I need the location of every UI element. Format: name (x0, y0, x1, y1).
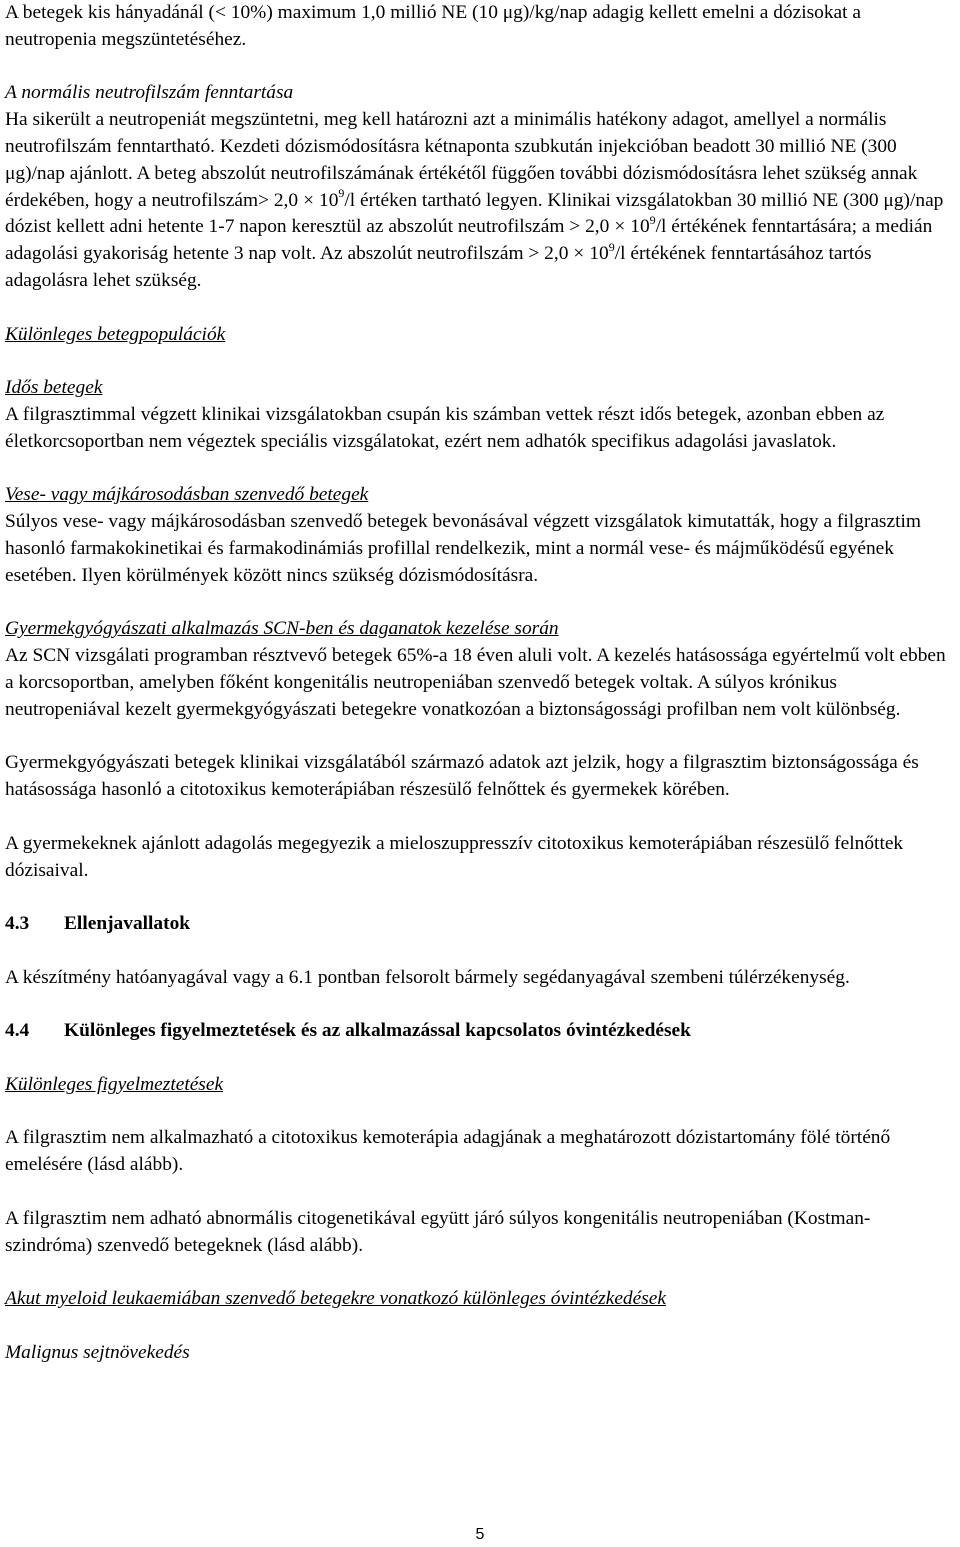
subheading-special-populations: Különleges betegpopulációk (5, 323, 226, 345)
paragraph-maintenance (5, 107, 957, 295)
maintenance-text-3: /l értékének fenntartására; a medián adagolási gyakoriság hetente 3 nap volt. Az abszolút neutrofilszám > 2,0 (5, 216, 933, 265)
section-elderly (5, 375, 957, 455)
section-renal-hepatic (5, 482, 957, 589)
power-exponent: 9 (608, 239, 615, 254)
power-exponent: 9 (649, 212, 656, 227)
heading-title: Ellenjavallatok (64, 913, 191, 935)
maintenance-text-1: Ha sikerült a neutropeniát megszüntetni, meg kell határozni azt a minimális hatékony adagot, amellyel a normális neutrofilszám fenntartható. Kezdeti dózismódosításra kétnaponta szubkután injekcióban beadott 30 millió NE (300 μg)/nap ajánlott. A beteg abszolút neutrofilszámának értékétől függően további dózismódosításra lehet szükség annak érdekében, hogy a neutrofilszám> 2,0 (5, 109, 918, 211)
subheading-maintenance: A normális neutrofilszám fenntartása (5, 82, 294, 104)
heading-title: Különleges figyelmeztetések és az alkalmazással kapcsolatos óvintézkedések (64, 1020, 691, 1042)
power-exponent: 9 (338, 186, 345, 201)
multiplication-sign: × (573, 243, 585, 265)
heading-number: 4.3 (5, 913, 30, 935)
subheading-renal-hepatic: Vese- vagy májkárosodásban szenvedő betegek (5, 484, 369, 506)
paragraph-warning-kostmann: A filgrasztim nem adható abnormális citogenetikával együtt járó súlyos kongenitális neutropeniában (Kostman-szindróma) szenvedő betegeknek (lásd alább). (5, 1207, 871, 1256)
paragraph-pediatric: Az SCN vizsgálati programban résztvevő betegek 65%-a 18 éven aluli volt. A kezelés hatásossága egyértelmű volt ebben a korcsoportban, amelyben főként kongenitális neutropeniában szenvedő betegek voltak. A súlyos krónikus neutropeniával kezelt gyermekgyógyászati betegekre vonatkozóan a biztonságossági profilban nem volt különbség. (5, 645, 946, 720)
maintenance-text-2: /l értéken tartható legyen. Klinikai vizsgálatokban 30 millió NE (300 μg)/nap dózist kellett adni hetente 1-7 napon keresztül az abszolút neutrofilszám > 2,0 (5, 189, 944, 238)
paragraph-pediatric-dosing: A gyermekeknek ajánlott adagolás megegyezik a mieloszuppresszív citotoxikus kemoterápiában részesülő felnőttek dózisaival. (5, 832, 904, 881)
paragraph-contraindications: A készítmény hatóanyagával vagy a 6.1 pontban felsorolt bármely segédanyagával szembeni túlérzékenység. (5, 966, 850, 988)
paragraph-elderly: A filgrasztimmal végzett klinikai vizsgálatokban csupán kis számban vettek részt idős betegek, azonban ebben az életkorcsoportban nem végeztek speciális vizsgálatokat, ezért nem adhatók specifikus adagolási javaslatok. (5, 403, 885, 452)
document-page (5, 0, 957, 1367)
heading-contraindications (5, 911, 957, 938)
power-base: 10 (589, 243, 609, 265)
heading-warnings-precautions (5, 1018, 957, 1045)
paragraph-dose-increase: A betegek kis hányadánál (< 10%) maximum 1,0 millió NE (10 μg)/kg/nap adagig kellett emelni a dózisokat a neutropenia megszüntetéséhez. (5, 2, 861, 50)
subheading-malignant-growth: Malignus sejtnövekedés (5, 1341, 190, 1363)
maintenance-text-4: /l értékének fenntartásához tartós adagolásra lehet szükség. (5, 243, 872, 291)
section-pediatric (5, 616, 957, 723)
paragraph-pediatric-clinical: Gyermekgyógyászati betegek klinikai vizsgálatából származó adatok azt jelzik, hogy a filgrasztim biztonságossága és hatásossága hasonló a citotoxikus kemoterápiában részesülő felnőttek és gyermekek körében. (5, 752, 919, 801)
power-base: 10 (319, 189, 339, 211)
paragraph-renal-hepatic: Súlyos vese- vagy májkárosodásban szenvedő betegek bevonásával végzett vizsgálatok kimutatták, hogy a filgrasztim hasonló farmakokinetikai és farmakodinámiás profillal rendelkezik, mint a normál vese- és májműködésű egyének esetében. Ilyen körülmények között nincs szükség dózismódosításra. (5, 511, 921, 586)
subheading-special-warnings: Különleges figyelmeztetések (5, 1073, 224, 1095)
subheading-pediatric: Gyermekgyógyászati alkalmazás SCN-ben és daganatok kezelése során (5, 618, 559, 640)
heading-number: 4.4 (5, 1020, 30, 1042)
multiplication-sign: × (614, 216, 626, 238)
page-number: 5 (475, 1526, 485, 1543)
power-base: 10 (630, 216, 650, 238)
subheading-elderly: Idős betegek (5, 377, 103, 399)
paragraph-warning-dose: A filgrasztim nem alkalmazható a citotoxikus kemoterápia adagjának a meghatározott dózistartomány fölé történő emelésére (lásd alább). (5, 1127, 891, 1176)
multiplication-sign: × (303, 189, 315, 211)
subheading-aml-precautions: Akut myeloid leukaemiában szenvedő betegekre vonatkozó különleges óvintézkedések (5, 1288, 666, 1310)
section-maintenance (5, 80, 957, 294)
